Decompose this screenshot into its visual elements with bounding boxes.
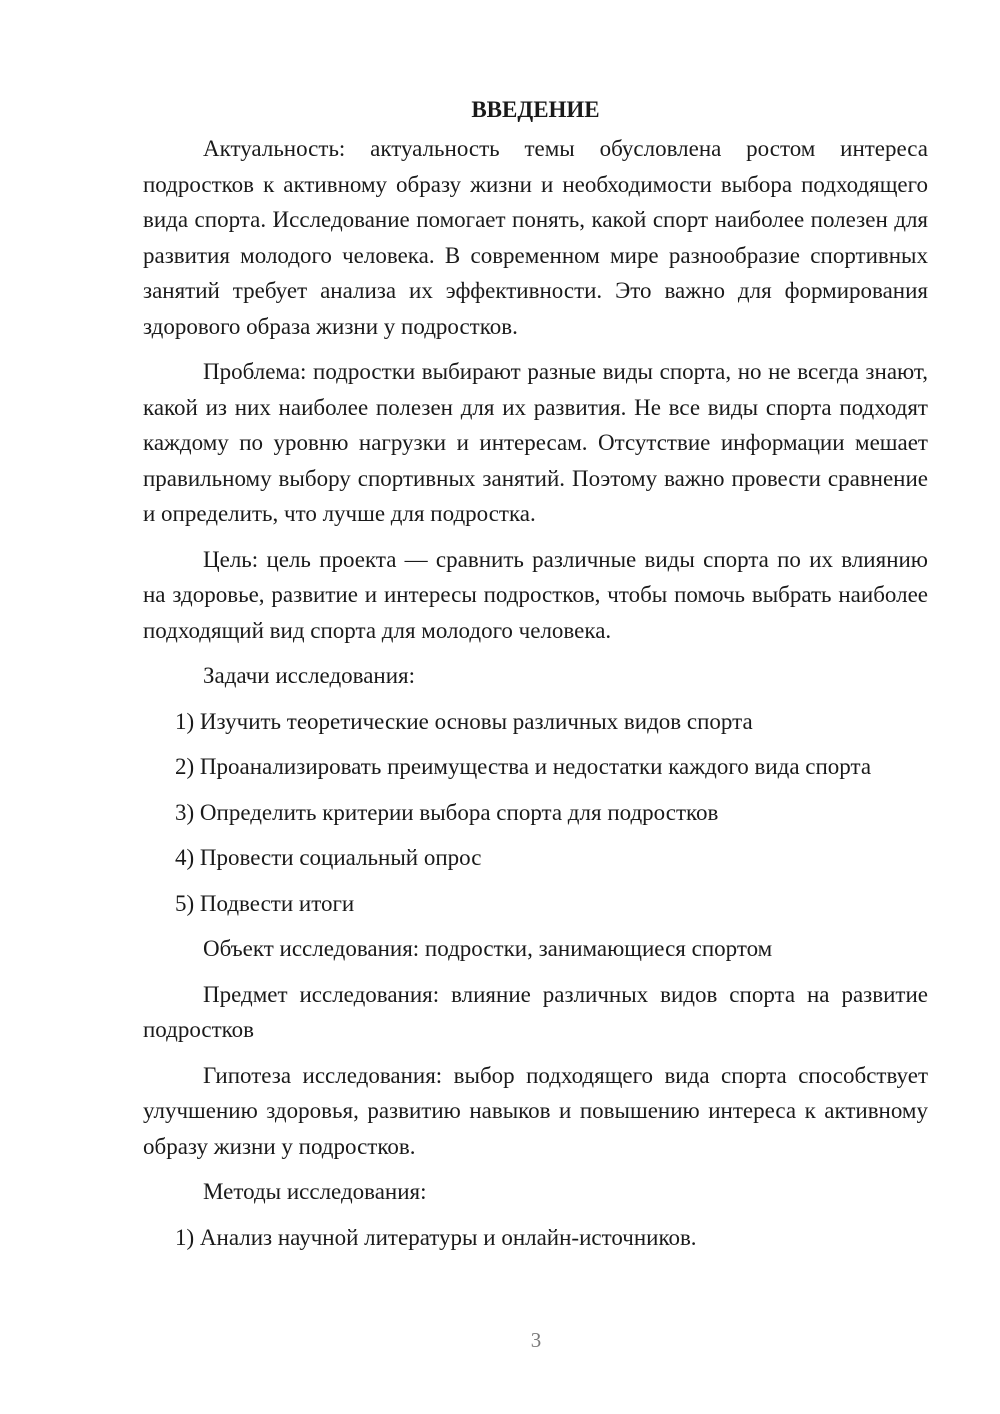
task-item: 4) Провести социальный опрос <box>175 845 482 870</box>
method-item: 1) Анализ научной литературы и онлайн-источников. <box>175 1224 697 1250</box>
task-item: 2) Проанализировать преимущества и недостатки каждого вида спорта <box>175 754 872 779</box>
goal-paragraph: Цель: цель проекта — сравнить различные виды спорта по их влиянию на здоровье, развитие и интересы подростков, чтобы помочь выбрать наиболее подходящий вид спорта для молодого человека. <box>143 546 928 643</box>
hypothesis-paragraph: Гипотеза исследования: выбор подходящего вида спорта способствует улучшению здоровья, развитию навыков и повышению интереса к активному образу жизни у подростков. <box>143 1062 928 1159</box>
relevance-paragraph: Актуальность: актуальность темы обусловлена ростом интереса подростков к активному образу жизни и необходимости выбора подходящего вида спорта. Исследование помогает понять, какой спорт наиболее полезен для развития молодого человека. В современном мире разнообразие спортивных занятий требует анализа их эффективности. Это важно для формирования здорового образа жизни у подростков. <box>143 136 928 339</box>
page-number: 3 <box>530 1328 542 1352</box>
task-item: 5) Подвести итоги <box>175 890 355 916</box>
task-item: 1) Изучить теоретические основы различных видов спорта <box>175 708 753 734</box>
page-content <box>143 92 928 1265</box>
methods-heading: Методы исследования: <box>203 1179 427 1204</box>
subject-paragraph: Предмет исследования: влияние различных видов спорта на развитие подростков <box>143 981 928 1042</box>
tasks-heading: Задачи исследования: <box>203 663 416 688</box>
problem-paragraph: Проблема: подростки выбирают разные виды спорта, но не всегда знают, какой из них наиболее полезен для их развития. Не все виды спорта подходят каждому по уровню нагрузки и интересам. Отсутствие информации мешает правильному выбору спортивных занятий. Поэтому важно провести сравнение и определить, что лучше для подростка. <box>143 359 928 526</box>
page-title: ВВЕДЕНИЕ <box>471 97 600 122</box>
task-item: 3) Определить критерии выбора спорта для подростков <box>175 799 719 825</box>
object-paragraph: Объект исследования: подростки, занимающиеся спортом <box>203 936 773 961</box>
